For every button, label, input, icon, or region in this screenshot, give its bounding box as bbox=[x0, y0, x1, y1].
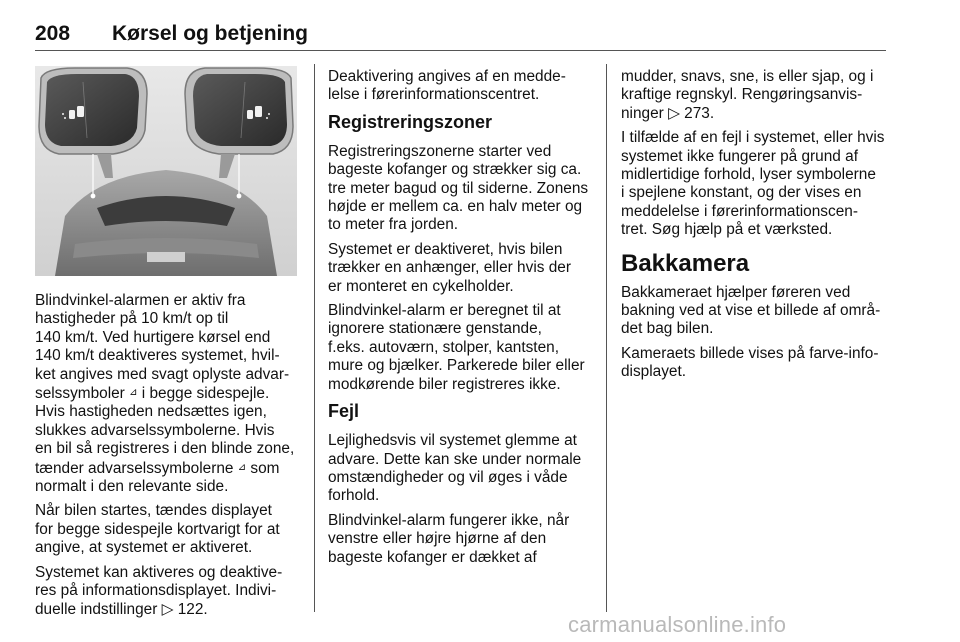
text-fragment: tænder advarselssymbolerne bbox=[35, 459, 238, 477]
text-line bbox=[35, 601, 305, 619]
header-rule bbox=[35, 50, 886, 51]
text-line: omstændigheder og vil øges i våde bbox=[328, 468, 568, 486]
text-line: meddelelse i førerinformationscen- bbox=[621, 202, 858, 220]
text-line: Blindvinkel-alarm fungerer ikke, når bbox=[328, 511, 570, 529]
column-divider-1 bbox=[314, 64, 315, 612]
text-line: I tilfælde af en fejl i systemet, eller hvis bbox=[621, 129, 885, 147]
text-line: Blindvinkel-alarm er beregnet til at bbox=[328, 302, 561, 320]
paragraph-activation bbox=[35, 564, 305, 619]
text-line: tre meter bagud og til siderne. Zonens bbox=[328, 179, 589, 197]
watermark: carmanualsonline.info bbox=[568, 612, 787, 637]
column-2-text bbox=[328, 68, 598, 573]
text-line: to meter fra jorden. bbox=[328, 216, 459, 234]
blind-spot-mirror-illustration bbox=[35, 66, 297, 276]
text-line: er monteret en cykelholder. bbox=[328, 277, 514, 295]
text-line: mure og bjælker. Parkerede biler eller bbox=[328, 357, 585, 375]
text-line bbox=[621, 105, 891, 123]
text-line bbox=[35, 459, 305, 478]
page-reference-link[interactable]: 122. bbox=[173, 600, 208, 618]
text-line: bageste kofanger og strækker sig ca. bbox=[328, 161, 582, 179]
text-fragment: som bbox=[246, 459, 280, 477]
page-number: 208 bbox=[35, 22, 71, 45]
text-line: ket angives med svagt oplyste advar- bbox=[35, 365, 290, 383]
text-line: i spejlene konstant, og der vises en bbox=[621, 184, 862, 202]
text-line: res på informationsdisplayet. Indivi- bbox=[35, 582, 277, 600]
paragraph-stationary-objects bbox=[328, 302, 598, 394]
text-line: f.eks. autoværn, stolper, kantsten, bbox=[328, 338, 559, 356]
paragraph-speed-range bbox=[35, 292, 305, 496]
paragraph-system-fault bbox=[621, 129, 891, 239]
text-line: Systemet kan aktiveres og deaktive- bbox=[35, 563, 283, 581]
text-line: 140 km/t. Ved hurtigere kørsel end bbox=[35, 328, 271, 346]
column-divider-2 bbox=[606, 64, 607, 612]
paragraph-camera-purpose bbox=[621, 284, 891, 339]
paragraph-bumper-covered bbox=[328, 512, 598, 567]
paragraph-deactivation bbox=[328, 68, 598, 105]
text-line: Kameraets billede vises på farve-info- bbox=[621, 344, 879, 362]
paragraph-zones bbox=[328, 143, 598, 235]
text-line: ignorere stationære genstande, bbox=[328, 320, 542, 338]
text-line: slukkes advarselssymbolerne. Hvis bbox=[35, 421, 275, 439]
text-fragment: ninger bbox=[621, 104, 669, 122]
text-line: en bil så registreres i den blinde zone, bbox=[35, 440, 295, 458]
paragraph-fault-warning bbox=[328, 432, 598, 506]
text-line: mudder, snavs, sne, is eller sjap, og i bbox=[621, 68, 874, 85]
text-fragment: i begge sidespejle. bbox=[137, 385, 270, 403]
paragraph-dirt-conditions bbox=[621, 68, 891, 123]
blind-spot-warning-icon: ⊿ bbox=[129, 387, 138, 399]
text-line: Systemet er deaktiveret, hvis bilen bbox=[328, 240, 563, 258]
text-line: venstre eller højre hjørne af den bbox=[328, 530, 547, 548]
text-line: Bakkameraet hjælper føreren ved bbox=[621, 283, 851, 301]
text-line bbox=[35, 384, 305, 403]
paragraph-startup bbox=[35, 502, 305, 557]
text-line: tret. Søg hjælp på et værksted. bbox=[621, 221, 833, 239]
text-line: kraftige regnskyl. Rengøringsanvis- bbox=[621, 86, 863, 104]
text-line: Når bilen startes, tændes displayet bbox=[35, 502, 272, 520]
paragraph-camera-display bbox=[621, 345, 891, 382]
text-line: displayet. bbox=[621, 363, 687, 381]
text-line: Blindvinkel-alarmen er aktiv fra bbox=[35, 292, 246, 309]
text-line: 140 km/t deaktiveres systemet, hvil- bbox=[35, 347, 280, 365]
text-line: Registreringszonerne starter ved bbox=[328, 142, 552, 160]
page-reference-arrow-icon: ▷ bbox=[668, 104, 680, 122]
text-line: normalt i den relevante side. bbox=[35, 478, 229, 496]
heading-reversing-camera: Bakkamera bbox=[621, 249, 750, 277]
text-fragment: selssymboler bbox=[35, 385, 130, 403]
text-line: forhold. bbox=[328, 487, 380, 505]
text-line: angive, at systemet er aktiveret. bbox=[35, 539, 253, 557]
page-title: Kørsel og betjening bbox=[112, 22, 309, 45]
text-line: advare. Dette kan ske under normale bbox=[328, 450, 582, 468]
paragraph-trailer bbox=[328, 241, 598, 296]
page-reference-link[interactable]: 273. bbox=[679, 104, 715, 122]
text-line: Hvis hastigheden nedsættes igen, bbox=[35, 403, 267, 421]
text-line: systemet ikke fungerer på grund af bbox=[621, 147, 858, 165]
text-line: for begge sidespejle kortvarigt for at bbox=[35, 520, 280, 538]
text-line: højde er mellem ca. en halv meter og bbox=[328, 198, 583, 216]
column-3-text bbox=[621, 68, 891, 388]
heading-fault: Fejl bbox=[328, 401, 360, 422]
text-line: lelse i førerinformationscentret. bbox=[328, 86, 540, 104]
text-line: Lejlighedsvis vil systemet glemme at bbox=[328, 432, 577, 450]
text-line: midlertidige forhold, lyser symbolerne bbox=[621, 166, 876, 184]
text-line: bageste kofanger er dækket af bbox=[328, 548, 537, 566]
heading-registration-zones: Registreringszoner bbox=[328, 111, 493, 132]
text-fragment: duelle indstillinger bbox=[35, 600, 162, 618]
text-line: modkørende biler registreres ikke. bbox=[328, 375, 561, 393]
text-line: trækker en anhænger, eller hvis der bbox=[328, 259, 571, 277]
page-reference-arrow-icon: ▷ bbox=[161, 600, 174, 618]
blind-spot-warning-icon: ⊿ bbox=[237, 461, 247, 473]
text-line: hastigheder på 10 km/t op til bbox=[35, 310, 229, 328]
text-line: bakning ved at vise et billede af områ- bbox=[621, 302, 881, 320]
column-1-text bbox=[35, 292, 305, 625]
text-line: det bag bilen. bbox=[621, 320, 714, 338]
text-line: Deaktivering angives af en medde- bbox=[328, 68, 566, 85]
